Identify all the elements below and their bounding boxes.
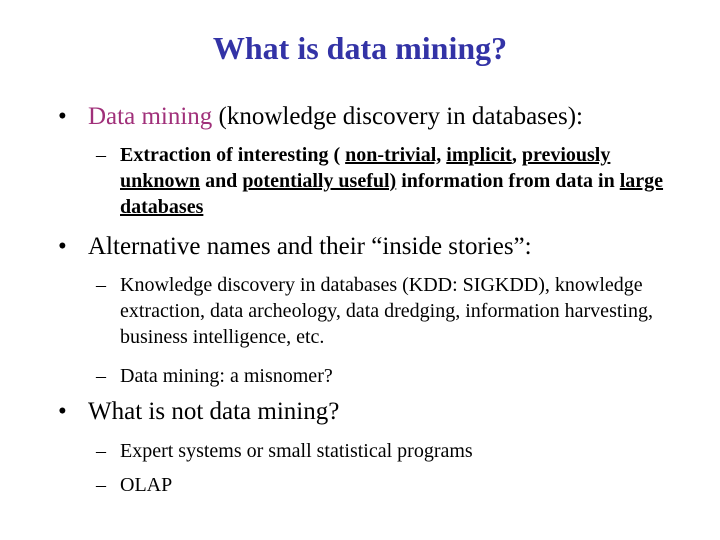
bullet-text: What is not data mining? (88, 398, 340, 425)
bullet-alternative-names (58, 232, 532, 262)
sub-text: Expert systems or small statistical programs (120, 440, 473, 462)
bullet-dot: • (58, 398, 67, 425)
bullet-text: (knowledge discovery in databases): (212, 103, 583, 130)
underlined-non-trivial: non-trivial, (345, 144, 442, 166)
bullet-not-data-mining (58, 397, 339, 427)
sub-bullet-kdd (96, 272, 676, 350)
sub-bullet-expert-systems (96, 438, 676, 464)
sub-dash: – (96, 365, 106, 387)
sub-dash: – (96, 144, 106, 166)
underlined-implicit: implicit (446, 144, 512, 166)
bullet-text: Alternative names and their “inside stories”: (88, 233, 532, 260)
sub-text: OLAP (120, 474, 173, 496)
sub-dash: – (96, 274, 106, 296)
text-segment: and (200, 170, 243, 192)
sub-dash: – (96, 440, 106, 462)
bullet-dot: • (58, 233, 67, 260)
underlined-potentially-useful: potentially useful) (242, 170, 397, 192)
bullet-dot: • (58, 103, 67, 130)
sub-bullet-extraction (96, 142, 676, 220)
sub-text (96, 142, 676, 220)
underlined-previously-unknown: previously unknown (120, 144, 611, 192)
text-segment: , (511, 144, 522, 166)
bullet-data-mining (58, 102, 583, 132)
sub-dash: – (96, 474, 106, 496)
slide-title: What is data mining? (212, 30, 508, 66)
text-segment: information from data in (396, 170, 620, 192)
sub-bullet-olap (96, 472, 676, 498)
sub-text: Data mining: a misnomer? (120, 365, 333, 387)
sub-bullet-misnomer (96, 363, 676, 389)
underlined-large-databases: large databases (120, 170, 664, 218)
term-data-mining: Data mining (88, 103, 213, 130)
sub-text: Knowledge discovery in databases (KDD: SIGKDD), knowledge extraction, data archeology, data dredging, information harvesting, business intelligence, etc. (120, 274, 653, 348)
text-segment: Extraction of interesting ( (120, 144, 346, 166)
